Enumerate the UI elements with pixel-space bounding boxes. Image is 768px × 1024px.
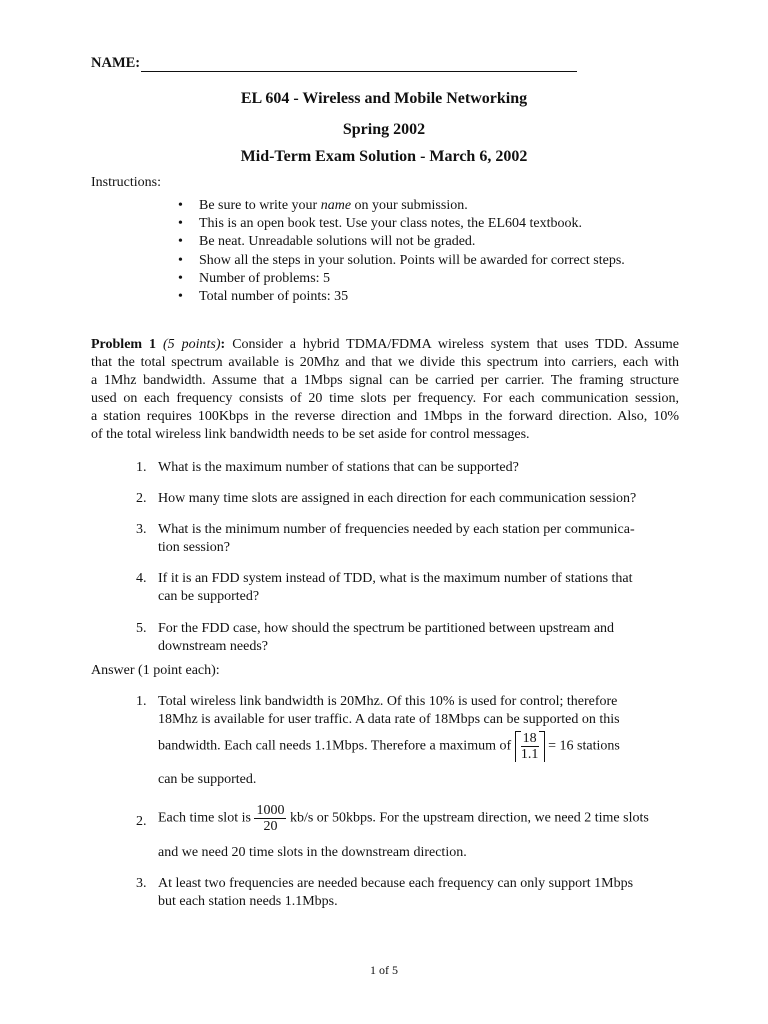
instruction-item: • Number of problems: 5 [178, 270, 331, 286]
name-field [91, 55, 577, 72]
name-label: NAME: [91, 55, 141, 71]
problem-line: a station requires 100Kbps in the reverse direction and 1Mbps in the forward direction. Also, 10% [91, 409, 679, 424]
term-title: Spring 2002 [342, 121, 426, 138]
instruction-item: • Be sure to write your name on your submission. [178, 198, 468, 213]
problem-line: a 1Mhz bandwidth. Assume that a 1Mbps signal can be carried per carrier. The framing structure [91, 373, 679, 388]
instruction-item: • This is an open book test. Use your class notes, the EL604 textbook. [178, 216, 582, 232]
instruction-item: • Be neat. Unreadable solutions will not be graded. [178, 234, 476, 250]
instruction-item: • Show all the steps in your solution. Points will be awarded for correct steps. [178, 252, 625, 268]
problem-line: used on each frequency consists of 20 time slots per frequency. For each communication session, [91, 391, 679, 406]
fraction: $\frac{18}{1.1}$ [520, 731, 539, 762]
course-title: EL 604 - Wireless and Mobile Networking [240, 90, 528, 107]
problem-label: Problem 1 [91, 337, 157, 352]
problem-line: of the total wireless link bandwidth needs to be set aside for control messages. [91, 427, 530, 442]
problem-points: (5 points) [163, 337, 221, 352]
fraction: $\frac{1000}{20}$ [256, 803, 285, 834]
answer-2-num: 2. [136, 814, 147, 829]
answer-label: Answer (1 point each): [91, 663, 220, 678]
instruction-item: • Total number of points: 35 [178, 289, 349, 305]
answer-1-formula-line: bandwidth. Each call needs 1.1Mbps. Therefore a maximum of $\frac{18}{1.1}$ = 16 stations [158, 731, 620, 762]
ceiling-bracket [515, 731, 545, 762]
answer-2-line-2: and we need 20 time slots in the downstream direction. [158, 845, 467, 860]
exam-title: Mid-Term Exam Solution - March 6, 2002 [240, 148, 528, 165]
answer-1-last-line: can be supported. [158, 772, 257, 787]
page-number: 1 of 5 [370, 963, 398, 977]
instructions-label: Instructions: [91, 175, 161, 190]
problem-line: Problem 1 (5 points): Consider a hybrid TDMA/FDMA wireless system that uses TDD. Assume [91, 337, 679, 352]
problem-1-statement [91, 336, 679, 444]
answer-2-line: Each time slot is $\frac{1000}{20}$ kb/s or 50kbps. For the upstream direction, we need 2 time slots [158, 803, 649, 834]
problem-line: that the total spectrum available is 20Mhz and that we divide this spectrum into carriers, each with [91, 355, 679, 370]
name-blank-line [141, 57, 577, 72]
instructions-list [178, 197, 698, 306]
